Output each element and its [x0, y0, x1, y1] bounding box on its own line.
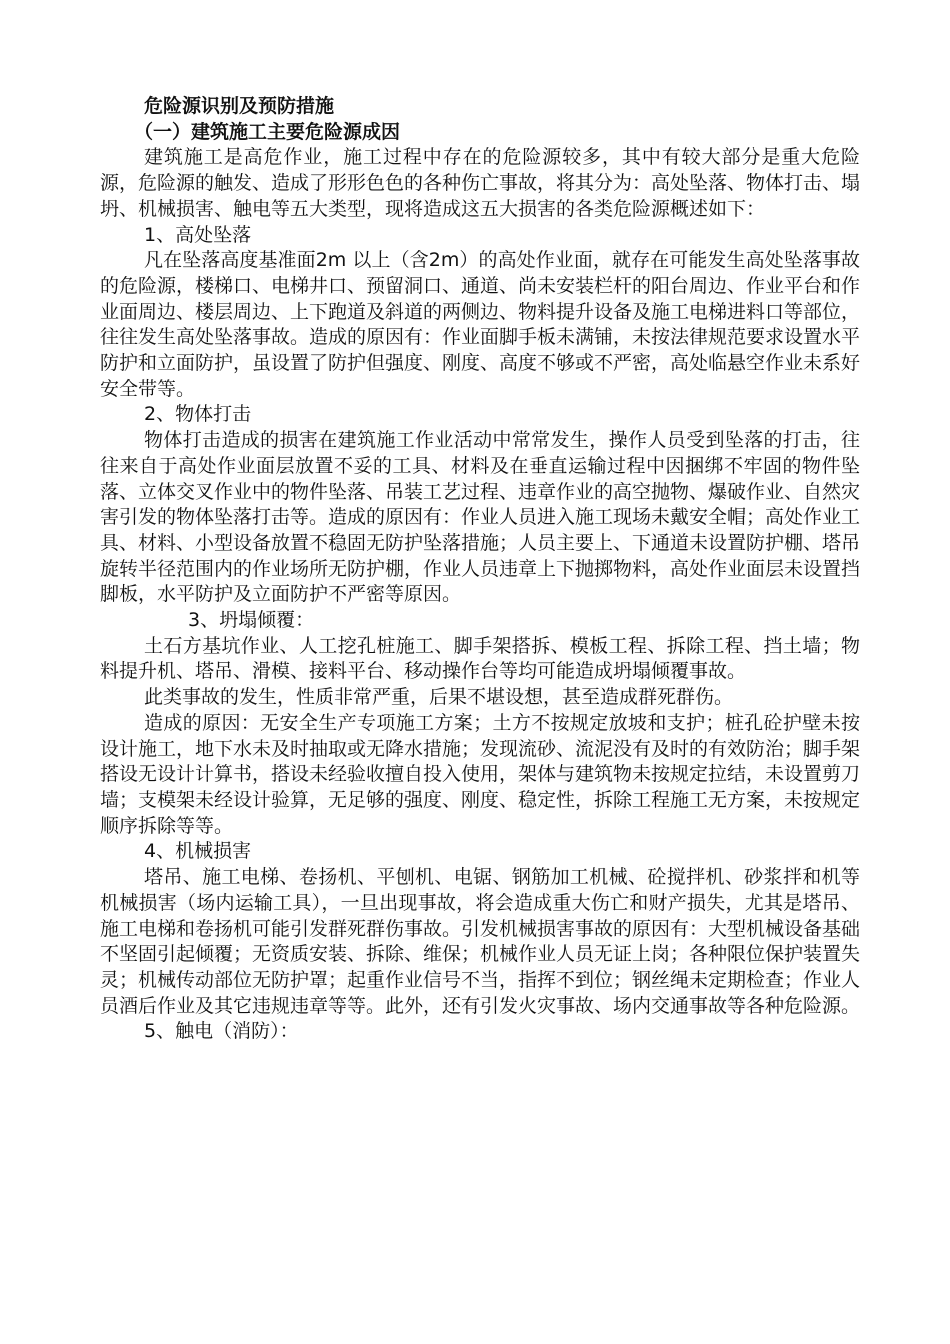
document-title: 危险源识别及预防措施 [144, 95, 335, 117]
paragraph-collapse-scope: 土石方基坑作业、人工挖孔桩施工、脚手架搭拆、模板工程、拆除工程、挡土墙；物料提升机、塔吊、滑模、接料平台、移动操作台等均可能造成坍塌倾覆事故。 [100, 634, 860, 683]
paragraph-machinery: 塔吊、施工电梯、卷扬机、平刨机、电锯、钢筋加工机械、砼搅拌机、砂浆拌和机等机械损害（场内运输工具），一旦出现事故，将会造成重大伤亡和财产损失，尤其是塔吊、施工电梯和卷扬机可能引发群死群伤事故。引发机械损害事故的原因有：大型机械设备基础不坚固引起倾覆；无资质安装、拆除、维保；机械作业人员无证上岗；各种限位保护装置失灵；机械传动部位无防护罩；起重作业信号不当，指挥不到位；钢丝绳未定期检查；作业人员酒后作业及其它违规违章等等。此外，还有引发火灾事故、场内交通事故等各种危险源。 [100, 866, 861, 1017]
heading-high-fall: 1、高处坠落 [144, 223, 252, 246]
heading-object-strike: 2、物体打击 [144, 403, 252, 426]
paragraph-collapse-causes: 造成的原因：无安全生产专项施工方案；土方不按规定放坡和支护；桩孔砼护壁未按设计施工，地下水未及时抽取或无降水措施；发现流砂、流泥没有及时的有效防治；脚手架搭设无设计计算书，搭设未经验收擅自投入使用，架体与建筑物未按规定拉结，未设置剪刀墙；支模架未经设计验算，无足够的强度、刚度、稳定性，拆除工程施工无方案，未按规定顺序拆除等等。 [100, 711, 861, 837]
heading-collapse: 3、坍塌倾覆： [188, 609, 315, 632]
paragraph-collapse-severity: 此类事故的发生，性质非常严重，后果不堪设想，甚至造成群死群伤。 [144, 686, 734, 709]
intro-paragraph: 建筑施工是高危作业，施工过程中存在的危险源较多，其中有较大部分是重大危险源，危险源的触发、造成了形形色色的各种伤亡事故，将其分为：高处坠落、物体打击、塌坍、机械损害、触电等五大类型，现将造成这五大损害的各类危险源概述如下： [100, 146, 861, 220]
paragraph-high-fall: 凡在坠落高度基准面2m 以上（含2m）的高处作业面，就存在可能发生高处坠落事故的危险源，楼梯口、电梯井口、预留洞口、通道、尚未安装栏杆的阳台周边、作业平台和作业面周边、楼层周边、上下跑道及斜道的两侧边、物料提升设备及施工电梯进料口等部位，往往发生高处坠落事故。造成的原因有：作业面脚手板未满铺，未按法律规范要求设置水平防护和立面防护，虽设置了防护但强度、刚度、高度不够或不严密，高处临悬空作业未系好安全带等。 [100, 249, 861, 400]
heading-machinery: 4、机械损害 [144, 840, 252, 863]
section-subtitle: （一）建筑施工主要危险源成因 [134, 120, 401, 143]
heading-electric-shock: 5、触电（消防）： [144, 1020, 299, 1043]
document-page [100, 94, 860, 1045]
paragraph-object-strike: 物体打击造成的损害在建筑施工作业活动中常常发生，操作人员受到坠落的打击，往往来自于高处作业面层放置不妥的工具、材料及在垂直运输过程中因捆绑不牢固的物件坠落、立体交叉作业中的物件坠落、吊装工艺过程、违章作业的高空抛物、爆破作业、自然灾害引发的物体坠落打击等。造成的原因有：作业人员进入施工现场未戴安全帽；高处作业工具、材料、小型设备放置不稳固无防护坠落措施；人员主要上、下通道未设置防护棚、塔吊旋转半径范围内的作业场所无防护棚，作业人员违章上下抛掷物料，高处作业面层未设置挡脚板，水平防护及立面防护不严密等原因。 [100, 429, 861, 606]
